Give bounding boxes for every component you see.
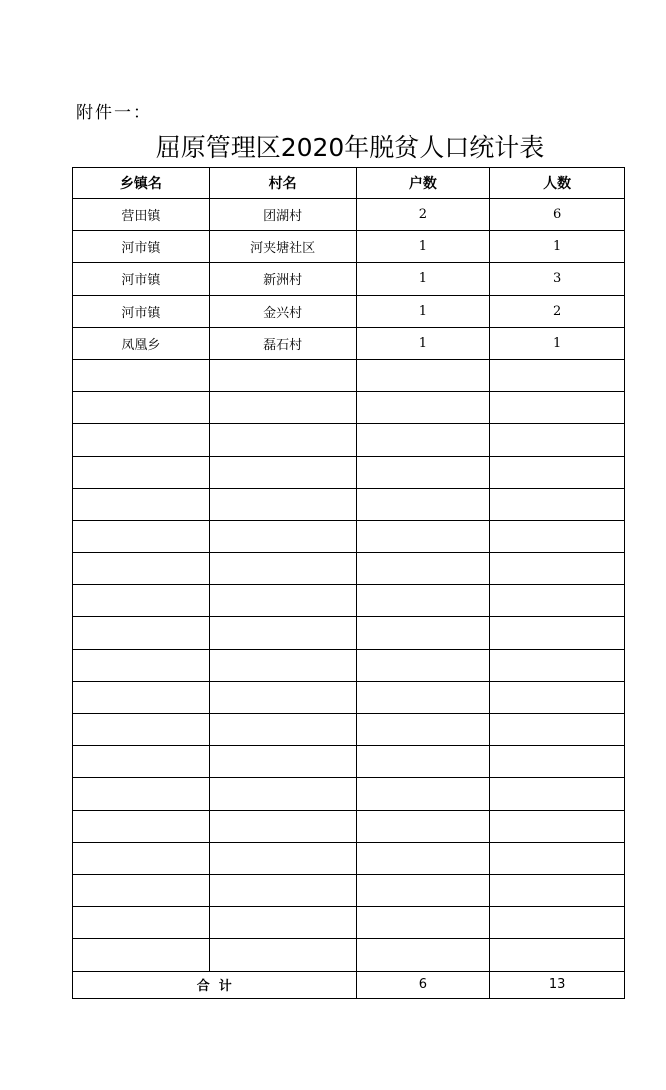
empty-cell — [73, 842, 210, 874]
empty-cell — [490, 456, 625, 488]
empty-cell — [356, 392, 490, 424]
empty-cell — [490, 714, 625, 746]
empty-table-row — [73, 842, 625, 874]
empty-table-row — [73, 359, 625, 391]
empty-cell — [209, 939, 356, 971]
empty-cell — [356, 617, 490, 649]
empty-cell — [209, 520, 356, 552]
empty-cell — [209, 488, 356, 520]
empty-cell — [209, 392, 356, 424]
cell-people: 1 — [490, 231, 625, 263]
empty-cell — [490, 842, 625, 874]
empty-table-row — [73, 488, 625, 520]
empty-table-row — [73, 939, 625, 971]
empty-table-row — [73, 392, 625, 424]
empty-cell — [356, 424, 490, 456]
cell-village: 磊石村 — [209, 327, 356, 359]
cell-people: 1 — [490, 327, 625, 359]
empty-cell — [73, 456, 210, 488]
cell-households: 1 — [356, 295, 490, 327]
empty-cell — [490, 778, 625, 810]
empty-cell — [209, 778, 356, 810]
total-row — [73, 971, 625, 998]
total-households: 6 — [356, 971, 490, 998]
cell-township: 凤凰乡 — [73, 327, 210, 359]
empty-cell — [490, 488, 625, 520]
empty-cell — [490, 939, 625, 971]
empty-cell — [209, 424, 356, 456]
cell-people: 3 — [490, 263, 625, 295]
empty-cell — [490, 617, 625, 649]
header-households: 户数 — [356, 168, 490, 199]
cell-village: 金兴村 — [209, 295, 356, 327]
empty-table-row — [73, 456, 625, 488]
empty-cell — [490, 392, 625, 424]
empty-cell — [356, 778, 490, 810]
empty-cell — [356, 939, 490, 971]
table-row — [73, 199, 625, 231]
cell-township: 河市镇 — [73, 231, 210, 263]
empty-cell — [356, 520, 490, 552]
empty-cell — [356, 553, 490, 585]
empty-cell — [73, 874, 210, 906]
empty-table-row — [73, 520, 625, 552]
table-row — [73, 231, 625, 263]
empty-table-row — [73, 778, 625, 810]
empty-cell — [490, 359, 625, 391]
cell-village: 河夹塘社区 — [209, 231, 356, 263]
empty-cell — [209, 874, 356, 906]
cell-people: 6 — [490, 199, 625, 231]
empty-cell — [73, 617, 210, 649]
empty-cell — [356, 907, 490, 939]
empty-cell — [73, 488, 210, 520]
empty-cell — [356, 874, 490, 906]
empty-cell — [73, 553, 210, 585]
empty-cell — [73, 810, 210, 842]
empty-cell — [73, 520, 210, 552]
cell-village: 团湖村 — [209, 199, 356, 231]
empty-cell — [209, 617, 356, 649]
empty-cell — [490, 553, 625, 585]
statistics-table — [72, 167, 625, 999]
empty-cell — [490, 520, 625, 552]
empty-cell — [209, 746, 356, 778]
empty-cell — [490, 810, 625, 842]
empty-cell — [73, 939, 210, 971]
empty-table-row — [73, 907, 625, 939]
cell-township: 营田镇 — [73, 199, 210, 231]
table-row — [73, 327, 625, 359]
empty-cell — [73, 392, 210, 424]
attachment-label: 附件一： — [76, 103, 152, 123]
empty-table-row — [73, 746, 625, 778]
empty-cell — [490, 681, 625, 713]
empty-cell — [73, 359, 210, 391]
empty-cell — [356, 585, 490, 617]
empty-cell — [356, 842, 490, 874]
empty-cell — [73, 907, 210, 939]
empty-cell — [356, 456, 490, 488]
empty-table-row — [73, 810, 625, 842]
empty-cell — [490, 746, 625, 778]
empty-cell — [490, 424, 625, 456]
empty-cell — [209, 907, 356, 939]
cell-township: 河市镇 — [73, 295, 210, 327]
empty-cell — [490, 649, 625, 681]
empty-cell — [356, 681, 490, 713]
header-people: 人数 — [490, 168, 625, 199]
cell-village: 新洲村 — [209, 263, 356, 295]
empty-cell — [73, 681, 210, 713]
empty-table-row — [73, 681, 625, 713]
empty-cell — [73, 585, 210, 617]
header-township: 乡镇名 — [73, 168, 210, 199]
cell-township: 河市镇 — [73, 263, 210, 295]
table-row — [73, 263, 625, 295]
empty-cell — [490, 585, 625, 617]
empty-cell — [209, 553, 356, 585]
empty-cell — [356, 488, 490, 520]
table-body — [73, 199, 625, 972]
total-label: 合 计 — [73, 971, 357, 998]
empty-table-row — [73, 553, 625, 585]
empty-table-row — [73, 714, 625, 746]
empty-cell — [209, 810, 356, 842]
empty-cell — [356, 649, 490, 681]
empty-cell — [209, 456, 356, 488]
table-header-row — [73, 168, 625, 199]
header-village: 村名 — [209, 168, 356, 199]
cell-households: 1 — [356, 231, 490, 263]
empty-cell — [356, 714, 490, 746]
empty-cell — [209, 681, 356, 713]
empty-cell — [490, 874, 625, 906]
page-title: 屈原管理区2020年脱贫人口统计表 — [155, 133, 545, 162]
cell-people: 2 — [490, 295, 625, 327]
table-row — [73, 295, 625, 327]
empty-cell — [73, 649, 210, 681]
empty-cell — [356, 810, 490, 842]
empty-cell — [73, 424, 210, 456]
empty-cell — [73, 746, 210, 778]
empty-table-row — [73, 585, 625, 617]
empty-cell — [209, 649, 356, 681]
total-people: 13 — [490, 971, 625, 998]
empty-cell — [209, 585, 356, 617]
empty-cell — [356, 359, 490, 391]
empty-cell — [490, 907, 625, 939]
empty-cell — [356, 746, 490, 778]
empty-cell — [209, 359, 356, 391]
empty-table-row — [73, 617, 625, 649]
empty-cell — [209, 714, 356, 746]
empty-cell — [209, 842, 356, 874]
cell-households: 1 — [356, 327, 490, 359]
empty-table-row — [73, 874, 625, 906]
empty-cell — [73, 714, 210, 746]
cell-households: 2 — [356, 199, 490, 231]
empty-table-row — [73, 649, 625, 681]
empty-table-row — [73, 424, 625, 456]
empty-cell — [73, 778, 210, 810]
cell-households: 1 — [356, 263, 490, 295]
